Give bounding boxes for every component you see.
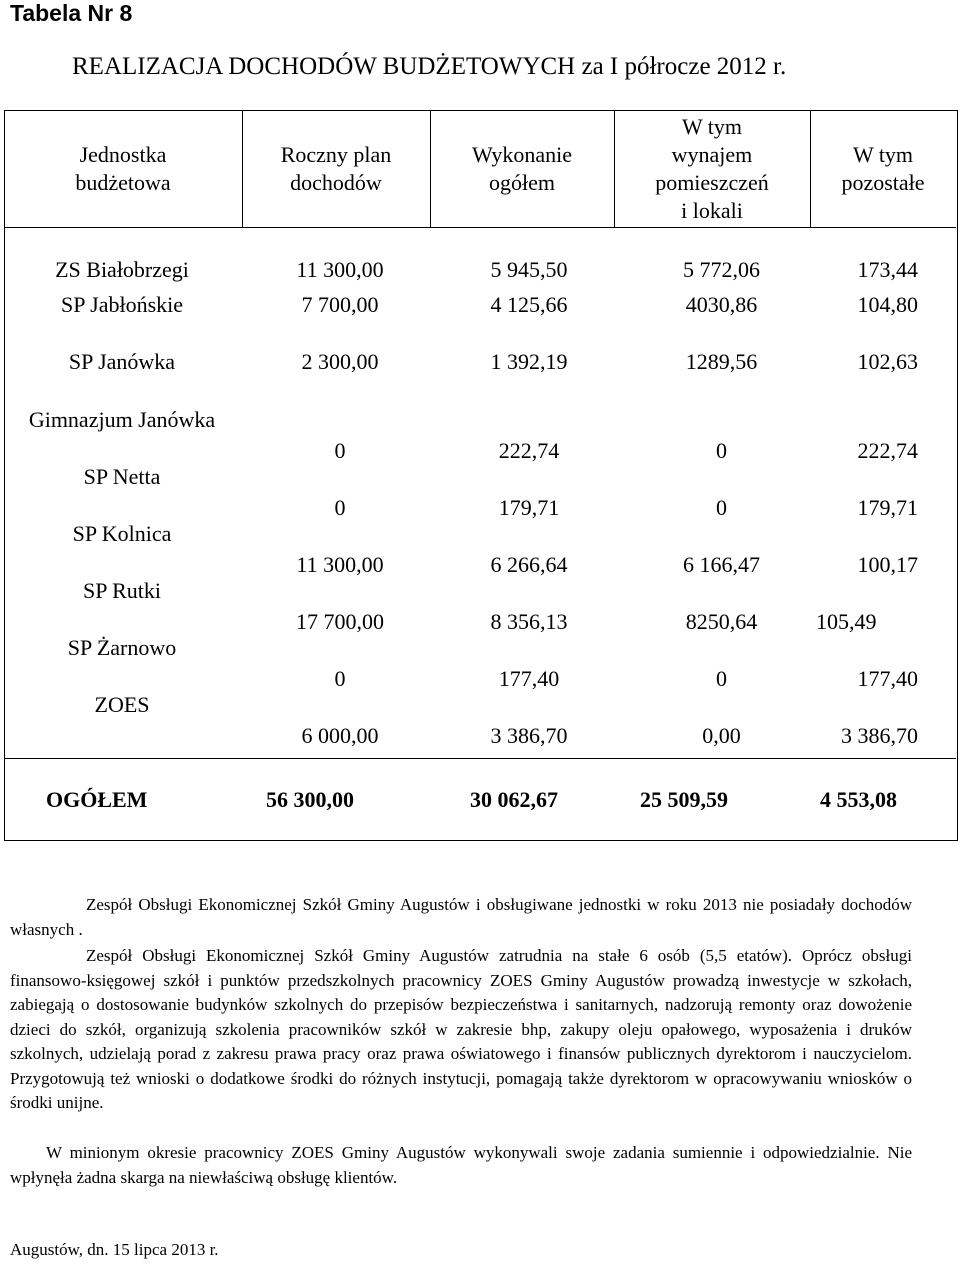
other-value: 102,63 (857, 349, 918, 374)
rent-value: 0 (716, 438, 727, 463)
plan-value: 7 700,00 (301, 292, 379, 317)
execution-value: 6 266,64 (490, 552, 568, 577)
other-value: 100,17 (857, 552, 918, 577)
rent-value: 5 772,06 (683, 257, 760, 282)
unit-name: SP Janówka (68, 349, 176, 374)
rent-value: 0 (716, 495, 727, 520)
header-other: W tym pozostałe (841, 141, 925, 195)
other-value: 173,44 (857, 257, 918, 282)
unit-name: Gimnazjum Janówka (28, 407, 216, 432)
unit-name: ZS Białobrzegi (55, 257, 189, 282)
plan-value: 6 000,00 (301, 723, 379, 748)
execution-value: 8 356,13 (490, 609, 568, 634)
execution-value: 3 386,70 (490, 723, 568, 748)
rent-value: 6 166,47 (683, 552, 760, 577)
header-unit: Jednostka budżetowa (75, 141, 171, 195)
other-value: 3 386,70 (841, 723, 918, 748)
unit-name: SP Kolnica (72, 521, 172, 546)
budget-table (4, 110, 958, 841)
plan-value: 0 (334, 666, 346, 691)
unit-name: SP Żarnowo (67, 635, 177, 660)
header-execution: Wykonanie ogółem (471, 141, 573, 195)
paragraph-staff: Zespół Obsługi Ekonomicznej Szkół Gminy Augustów zatrudnia na stałe 6 osób (5,5 etatów). Oprócz obsługi finansowo-księgowej szkół i punktów przedszkolnych pracownicy ZOES Gminy Augustów prowadzą inwestycje w szkołach, zabiegają o dostosowanie budynków szkolnych do przepisów bezpieczeństwa i sanitarnych, nadzorują remonty oraz dowożenie dzieci do szkół, organizują szkolenia pracowników szkół w zakresie bhp, zakupy oleju opałowego, wyposażenia i druków szkolnych, udzielają porad z zakresu prawa pracy oraz prawa oświatowego i finansów publicznych dyrektorom i nauczycielom. Przygotowują też wnioski o dodatkowe środki do różnych instytucji, pomagają także dyrektorom w opracowywaniu wniosków o środki unijne. (10, 946, 912, 1112)
total-other: 4 553,08 (820, 787, 897, 812)
plan-value: 11 300,00 (296, 257, 384, 282)
rent-value: 0 (716, 666, 727, 691)
plan-value: 2 300,00 (301, 349, 379, 374)
unit-name: SP Jabłońskie (60, 292, 184, 317)
other-value: 179,71 (857, 495, 918, 520)
other-value: 105,49 (816, 609, 877, 634)
table-number-heading: Tabela Nr 8 (10, 0, 133, 26)
document-title: REALIZACJA DOCHODÓW BUDŻETOWYCH za I półrocze 2012 r. (72, 53, 787, 80)
plan-value: 0 (334, 438, 346, 463)
paragraph-income: Zespół Obsługi Ekonomicznej Szkół Gminy Augustów i obsługiwane jednostki w roku 2013 nie posiadały dochodów własnych . (10, 895, 912, 939)
execution-value: 177,40 (498, 666, 560, 691)
execution-value: 5 945,50 (490, 257, 568, 282)
execution-value: 222,74 (498, 438, 560, 463)
header-rule (4, 227, 956, 228)
total-rent: 25 509,59 (640, 787, 728, 812)
unit-name: SP Rutki (82, 578, 162, 603)
unit-name: SP Netta (83, 464, 161, 489)
other-value: 104,80 (857, 292, 918, 317)
execution-value: 1 392,19 (490, 349, 568, 374)
total-label: OGÓŁEM (46, 787, 148, 812)
rent-value: 8250,64 (685, 609, 758, 634)
rent-value: 1289,56 (685, 349, 758, 374)
place-date: Augustów, dn. 15 lipca 2013 r. (10, 1240, 219, 1259)
total-plan: 56 300,00 (266, 787, 354, 812)
total-rule (4, 758, 956, 759)
rent-value: 0,00 (702, 723, 741, 748)
execution-value: 179,71 (498, 495, 560, 520)
unit-name: ZOES (94, 692, 150, 717)
header-rent: W tym wynajem pomieszczeń i lokali (655, 113, 769, 223)
plan-value: 0 (334, 495, 346, 520)
plan-value: 11 300,00 (296, 552, 384, 577)
execution-value: 4 125,66 (490, 292, 568, 317)
header-plan: Roczny plan dochodów (280, 141, 392, 195)
paragraph-summary: W minionym okresie pracownicy ZOES Gminy Augustów wykonywali swoje zadania sumiennie i odpowiedzialnie. Nie wpłynęła żadna skarga na niewłaściwą obsługę klientów. (10, 1143, 912, 1187)
other-value: 177,40 (857, 666, 918, 691)
rent-value: 4030,86 (685, 292, 758, 317)
plan-value: 17 700,00 (296, 609, 384, 634)
total-execution: 30 062,67 (470, 787, 558, 812)
other-value: 222,74 (857, 438, 918, 463)
